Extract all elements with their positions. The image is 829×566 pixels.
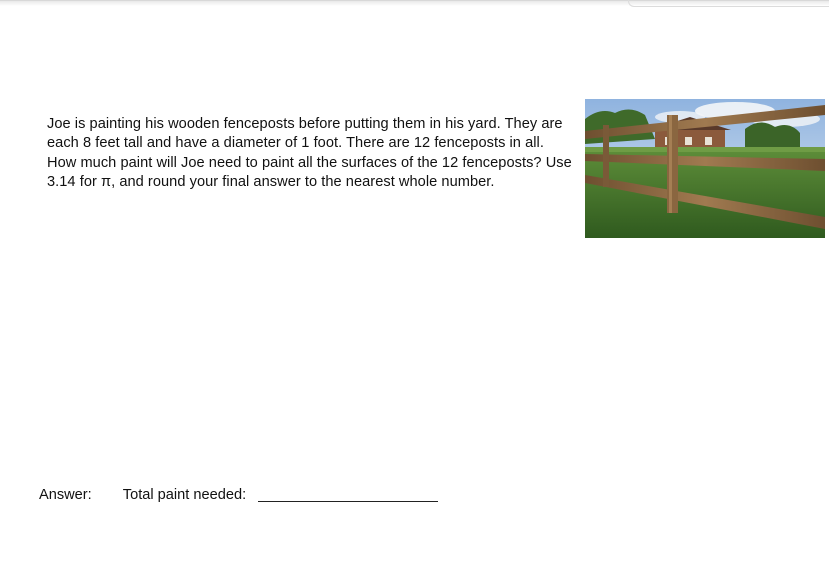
trees-right [745,122,800,151]
answer-blank-line[interactable] [258,487,438,502]
fence-photo [585,99,825,238]
fence-post-left [603,125,609,187]
problem-text: Joe is painting his wooden fenceposts before putting them in his yard. They are each 8 feet tall and have a diameter of 1 foot. There are 12 fenceposts in all. How much paint will Joe need to paint all the surfaces of the 12 fenceposts? Use 3.14 for π, and round your final answer to the nearest whole number. [47,116,572,191]
answer-row [39,486,438,504]
answer-label: Answer: [39,487,92,503]
fence-post-center [667,115,678,213]
page-top-edge-right [628,0,829,7]
total-paint-label: Total paint needed: [122,487,247,503]
